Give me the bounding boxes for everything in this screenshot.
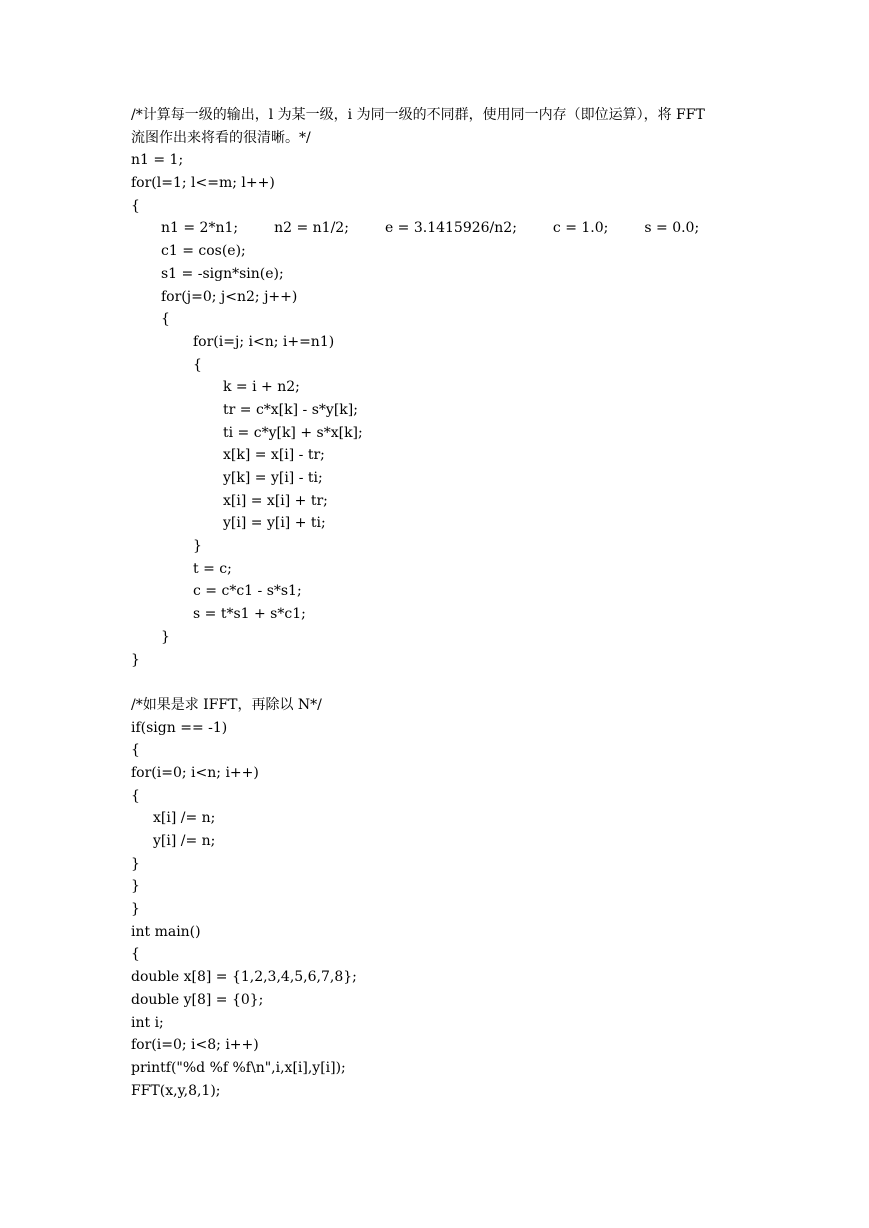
code-line: {: [131, 197, 140, 214]
code-line: for(i=0; i<n; i++): [131, 764, 259, 781]
code-line: y[i] = y[i] + ti;: [223, 515, 326, 532]
code-line: double y[8] = {0};: [131, 991, 264, 1008]
code-line: int main(): [131, 923, 201, 940]
code-token: s = 0.0;: [644, 220, 700, 237]
code-line: k = i + n2;: [223, 379, 300, 396]
code-line: n1 = 1;: [131, 152, 184, 169]
code-line: {: [131, 787, 140, 804]
code-line: {: [193, 356, 202, 373]
code-line: {: [131, 742, 140, 759]
code-token: c = 1.0;: [552, 220, 609, 237]
code-line: }: [193, 538, 202, 555]
comment-line: /*计算每一级的输出，l 为某一级，i 为同一级的不同群，使用同一内存（即位运算），将 FFT: [131, 107, 705, 123]
code-line: ti = c*y[k] + s*x[k];: [223, 424, 363, 441]
code-token: e = 3.1415926/n2;: [384, 220, 517, 237]
code-line-assignments: [131, 217, 771, 240]
code-listing: [131, 104, 771, 1102]
code-line: double x[8] = {1,2,3,4,5,6,7,8};: [131, 969, 357, 986]
code-line: for(i=j; i<n; i+=n1): [193, 333, 335, 350]
code-line: }: [131, 878, 140, 895]
code-line: int i;: [131, 1014, 164, 1031]
code-line: for(l=1; l<=m; l++): [131, 175, 275, 192]
code-line: {: [161, 311, 170, 328]
blank-line: [131, 671, 771, 694]
code-line: }: [131, 651, 140, 668]
code-line: if(sign == -1): [131, 719, 228, 736]
code-line: s = t*s1 + s*c1;: [193, 606, 306, 623]
code-line: x[i] /= n;: [153, 810, 216, 827]
code-line: {: [131, 946, 140, 963]
code-line: }: [131, 855, 140, 872]
code-line: tr = c*x[k] - s*y[k];: [223, 401, 358, 418]
code-line: y[k] = y[i] - ti;: [223, 470, 323, 486]
code-line: printf("%d %f %f\n",i,x[i],y[i]);: [131, 1059, 346, 1076]
code-line: }: [161, 628, 170, 645]
code-line: s1 = -sign*sin(e);: [161, 265, 284, 282]
code-token: n2 = n1/2;: [274, 220, 349, 237]
code-line: for(i=0; i<8; i++): [131, 1037, 259, 1054]
code-line: t = c;: [193, 560, 232, 577]
code-line: x[i] = x[i] + tr;: [223, 492, 328, 509]
code-line: x[k] = x[i] - tr;: [223, 447, 325, 464]
code-line: FFT(x,y,8,1);: [131, 1082, 221, 1099]
comment-line: 流图作出来将看的很清晰。*/: [131, 129, 311, 146]
code-line: y[i] /= n;: [153, 833, 216, 849]
comment-line: /*如果是求 IFFT，再除以 N*/: [131, 696, 322, 713]
code-line: c1 = cos(e);: [161, 243, 246, 260]
code-line: c = c*c1 - s*s1;: [193, 583, 302, 600]
code-token: n1 = 2*n1;: [161, 220, 239, 237]
code-line: for(j=0; j<n2; j++): [161, 288, 298, 305]
code-line: }: [131, 901, 140, 918]
